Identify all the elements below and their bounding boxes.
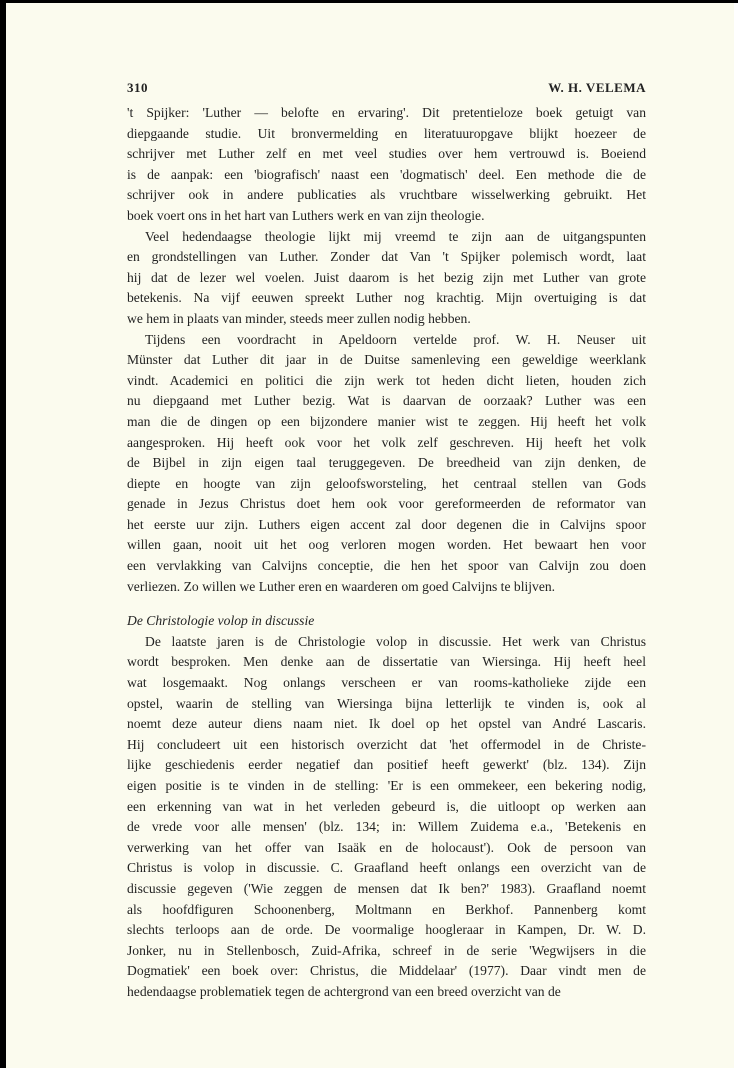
text-line: betekenis. Na vijf eeuwen spreekt Luther nog krachtig. Mijn overtuiging is dat <box>127 290 646 306</box>
paragraph <box>127 227 646 330</box>
text-line: De laatste jaren is de Christologie volop in discussie. Het werk van Christus <box>145 633 646 649</box>
paragraph <box>127 632 646 1003</box>
text-line: schrijver met Luther zelf en met veel studies over hem vertrouwd is. Boeiend <box>127 146 646 162</box>
text-line: lijke geschiedenis eerder negatief dan positief heeft gewerkt' (blz. 134). Zijn <box>127 757 646 773</box>
page-content <box>127 73 646 1003</box>
text-line: slechts terloops aan de orde. De voormalige hoogleraar in Kampen, Dr. W. D. <box>127 922 646 938</box>
text-line: wat losgemaakt. Nog onlangs verscheen er van rooms-katholieke zijde een <box>127 675 646 691</box>
text-line: man die de dingen op een bijzondere manier wist te zeggen. Hij heeft het volk <box>127 413 646 429</box>
text-line: aangesproken. Hij heeft ook voor het volk zelf geschreven. Hij heeft het volk <box>127 434 646 450</box>
text-line: willen gaan, nooit uit het oog verloren mogen worden. Het bewaart hen voor <box>127 537 646 553</box>
text-line: is de aanpak: een 'biografisch' naast een 'dogmatisch' deel. Een methode die de <box>127 166 646 182</box>
text-line: opstel, waarin de stelling van Wiersinga bijna letterlijk te vinden is, ook al <box>127 695 646 711</box>
text-line: Jonker, nu in Stellenbosch, Zuid-Afrika, schreef in de serie 'Wegwijsers in die <box>127 942 646 958</box>
text-line: en grondstellingen van Luther. Zonder dat Van 't Spijker polemisch wordt, laat <box>127 249 646 265</box>
text-line: schrijver ook in andere publicaties als vruchtbare wisselwerking gebruikt. Het <box>127 187 646 203</box>
text-line: Christus is volop in discussie. C. Graafland heeft onlangs een overzicht van de <box>127 860 646 876</box>
text-line: diepte en hoogte van zijn geloofsworsteling, het centraal stellen van Gods <box>127 475 646 491</box>
text-line: eigen positie is te vinden in de stelling: 'Er is een ommekeer, een bekering nodig, <box>127 778 646 793</box>
section-gap <box>127 597 646 611</box>
text-line: boek voert ons in het hart van Luthers werk en van zijn theologie. <box>127 207 485 223</box>
text-line: genade in Jezus Christus doet hem ook voor gereformeerden de reformator van <box>127 496 646 512</box>
text-line: nu diepgaand met Luther bezig. Wat is daarvan de oorzaak? Luther was een <box>127 393 646 409</box>
book-page <box>6 3 734 1068</box>
text-line: noemt deze auteur diens naam niet. Ik doel op het opstel van André Lascaris. <box>127 716 646 732</box>
text-line: verwerking van het offer van Isaäk en de holocaust'). Ook de persoon van <box>127 839 646 855</box>
text-line: Tijdens een voordracht in Apeldoorn vertelde prof. W. H. Neuser uit <box>145 331 646 347</box>
paragraph <box>127 103 646 227</box>
text-line: verliezen. Zo willen we Luther eren en waarderen om goed Calvijns te blijven. <box>127 578 556 594</box>
text-line: een erkenning van wat in het verleden gebeurd is, die uitloopt op werken aan <box>127 798 646 814</box>
text-line: een vervlakking van Calvijns conceptie, die hen het spoor van Calvijn zou doen <box>127 558 646 574</box>
text-line: hedendaagse problematiek tegen de achtergrond van een breed overzicht van de <box>127 983 561 999</box>
paragraph <box>127 330 646 598</box>
text-line: Hij concludeert uit een historisch overzicht dat 'het offermodel in de Christe- <box>127 736 646 752</box>
text-line: 't Spijker: 'Luther — belofte en ervaring'. Dit pretentieloze boek getuigt van <box>127 105 646 120</box>
text-line: het eerste uur zijn. Luthers eigen accent zal door degenen die in Calvijns spoor <box>127 516 646 532</box>
text-line: de Bijbel in zijn eigen taal teruggegeven. De breedheid van zijn denken, de <box>127 455 646 471</box>
body-text <box>127 103 646 597</box>
running-header <box>127 73 646 103</box>
text-line: Veel hedendaagse theologie lijkt mij vreemd te zijn aan de uitgangspunten <box>145 228 646 244</box>
text-line: Dogmatiek' een boek over: Christus, die Middelaar' (1977). Daar vindt men de <box>127 963 646 979</box>
text-line: we hem in plaats van minder, steeds meer zullen nodig hebben. <box>127 310 471 326</box>
text-line: Münster dat Luther dit jaar in de Duitse samenleving een geweldige weerklank <box>127 352 646 368</box>
running-title: W. H. VELEMA <box>548 80 646 95</box>
text-line: de vrede voor alle mensen' (blz. 134; in: Willem Zuidema e.a., 'Betekenis en <box>127 819 646 835</box>
section-body-text <box>127 632 646 1003</box>
text-line: diepgaande studie. Uit bronvermelding en literatuuropgave blijkt hoezeer de <box>127 125 646 141</box>
text-line: hij dat de lezer wel voelen. Juist daarom is het bezig zijn met Luther van grote <box>127 269 646 285</box>
section-heading: De Christologie volop in discussie <box>127 613 315 629</box>
text-line: vindt. Academici en politici die zijn werk tot heden dicht lieten, houden zich <box>127 372 646 388</box>
text-line: als hoofdfiguren Schoonenberg, Moltmann en Berkhof. Pannenberg komt <box>127 901 646 917</box>
page-number: 310 <box>127 80 148 95</box>
text-line: discussie gegeven ('Wie zeggen de mensen dat Ik ben?' 1983). Graafland noemt <box>127 880 646 896</box>
text-line: wordt besproken. Men denke aan de dissertatie van Wiersinga. Hij heeft heel <box>127 654 646 670</box>
